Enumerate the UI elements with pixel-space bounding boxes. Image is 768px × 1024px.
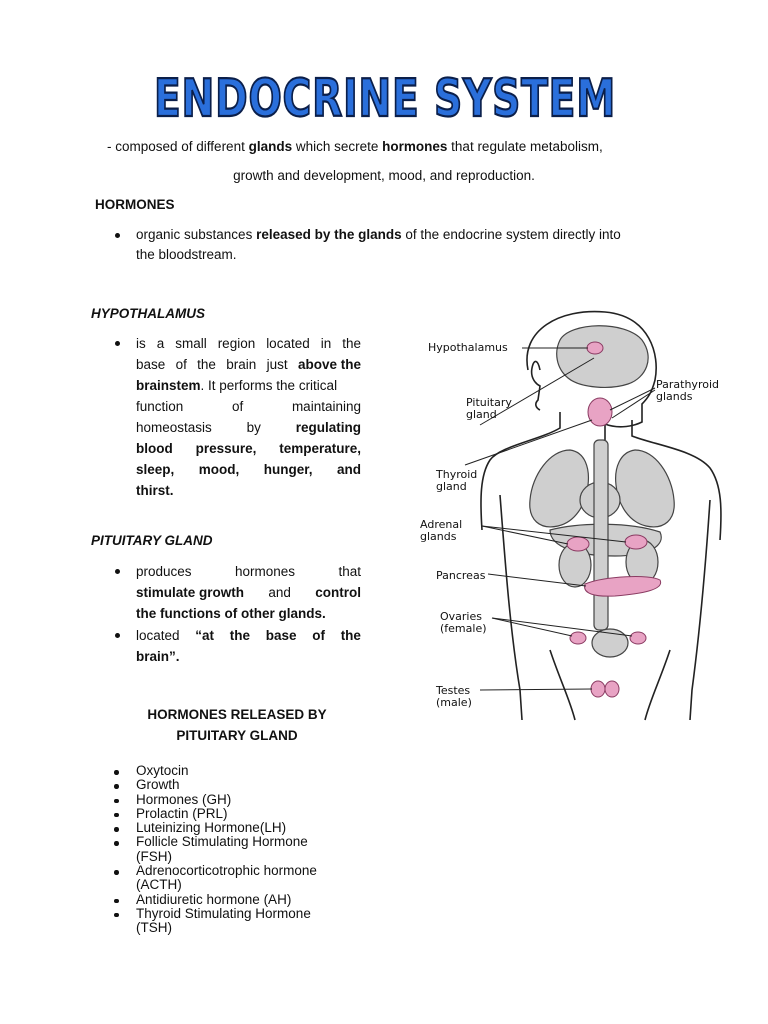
bullet-icon <box>114 841 119 846</box>
label-thyroid-2: gland <box>436 480 467 493</box>
bullet-icon <box>114 813 119 818</box>
text-line: function of maintaining <box>136 399 361 414</box>
hormones-heading: HORMONES <box>95 197 175 212</box>
left-lung-icon <box>530 450 589 527</box>
list-item: Thyroid Stimulating Hormone (TSH) <box>112 907 372 936</box>
bullet-icon <box>114 913 119 918</box>
left-adrenal-icon <box>567 537 589 551</box>
left-testis-icon <box>591 681 605 697</box>
label-testes: Testes <box>436 684 471 697</box>
text-line: located “at the base of the <box>136 628 361 643</box>
label-thyroid: Thyroid <box>436 468 478 481</box>
label-parathyroid: Parathyroid <box>656 378 719 391</box>
label-adrenal: Adrenal <box>420 518 463 531</box>
text-line: brain”. <box>136 649 180 664</box>
bullet-icon <box>114 870 119 875</box>
bullet-icon <box>114 770 119 775</box>
intro-line-1: - composed of different glands which secrete hormones that regulate metabolism, <box>107 139 603 154</box>
label-pituitary-2: gland <box>466 408 497 421</box>
list-item: Hormones (GH) <box>112 793 372 807</box>
bullet-icon <box>114 899 119 904</box>
bullet-icon <box>115 233 120 238</box>
text-line: is a small region located in the <box>136 336 361 351</box>
label-ovaries-2: (female) <box>440 622 487 635</box>
label-pituitary: Pituitary <box>466 396 512 409</box>
text-line: homeostasis by regulating <box>136 420 361 435</box>
label-adrenal-2: glands <box>420 530 457 543</box>
hormone-list <box>112 764 372 936</box>
released-heading-2: PITUITARY GLAND <box>176 728 298 743</box>
label-pancreas: Pancreas <box>436 569 486 582</box>
hypothalamus-heading: HYPOTHALAMUS <box>91 306 205 321</box>
bullet-icon <box>114 799 119 804</box>
text-line: stimulate growth and control <box>136 585 361 600</box>
label-hypothalamus: Hypothalamus <box>428 341 508 354</box>
left-ovary-icon <box>570 632 586 644</box>
endocrine-diagram <box>410 300 755 720</box>
pituitary-location <box>136 625 361 667</box>
text-line: base of the brain just above the <box>136 357 361 372</box>
bullet-icon <box>115 569 120 574</box>
diagram-labels <box>420 341 719 709</box>
text-line: blood pressure, temperature, <box>136 441 361 456</box>
pituitary-description <box>136 561 361 624</box>
list-item: Adrenocorticotrophic hormone (ACTH) <box>112 864 372 893</box>
label-ovaries: Ovaries <box>440 610 482 623</box>
list-item: Prolactin (PRL) <box>112 807 372 821</box>
released-heading-1: HORMONES RELEASED BY <box>147 707 327 722</box>
text-line: sleep, mood, hunger, and <box>136 462 361 477</box>
label-testes-2: (male) <box>436 696 472 709</box>
list-item: Luteinizing Hormone(LH) <box>112 821 372 835</box>
hypothalamus-gland-icon <box>587 342 603 354</box>
aorta-icon <box>594 440 608 630</box>
bullet-icon <box>115 341 120 346</box>
text-line: brainstem. It performs the critical <box>136 378 338 393</box>
list-item: Antidiuretic hormone (AH) <box>112 893 372 907</box>
text-line: produces hormones that <box>136 564 361 579</box>
text-line: the functions of other glands. <box>136 606 326 621</box>
brain-icon <box>557 326 648 388</box>
organs <box>530 326 674 657</box>
hormones-definition: organic substances released by the glands of the endocrine system directly into the bloodstream. <box>136 227 621 262</box>
right-ovary-icon <box>630 632 646 644</box>
right-adrenal-icon <box>625 535 647 549</box>
bullet-icon <box>114 784 119 789</box>
list-item: Oxytocin <box>112 764 372 778</box>
bullet-icon <box>114 827 119 832</box>
hypothalamus-description <box>136 333 361 501</box>
intro-line-2: growth and development, mood, and reproduction. <box>233 168 535 183</box>
label-parathyroid-2: glands <box>656 390 693 403</box>
list-item: Growth <box>112 778 372 792</box>
bullet-icon <box>115 633 120 638</box>
text-line: thirst. <box>136 483 174 498</box>
pituitary-heading: PITUITARY GLAND <box>91 533 213 548</box>
right-lung-icon <box>616 450 675 527</box>
list-item: Follicle Stimulating Hormone (FSH) <box>112 835 372 864</box>
thyroid-gland-icon <box>588 398 612 426</box>
svg-text:ENDOCRINE SYSTEM: ENDOCRINE SYSTEM <box>154 69 616 129</box>
right-testis-icon <box>605 681 619 697</box>
page-title <box>150 62 620 132</box>
